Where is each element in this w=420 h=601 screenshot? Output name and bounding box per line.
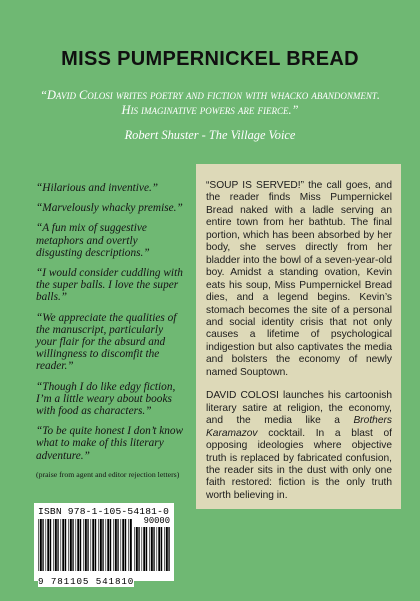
author-paragraph <box>206 390 392 502</box>
blurb-item: “Marvelously whacky premise.” <box>36 202 183 215</box>
blurb-item: “A fun mix of suggestive metaphors and overtly disgusting descriptions.” <box>36 222 150 259</box>
isbn-barcode <box>34 503 174 587</box>
book-reference: Brothers Karamazov <box>206 415 392 439</box>
blurb-source-note: (praise from agent and editor rejection letters) <box>36 469 180 479</box>
blurb-item: “I would consider cuddling with the super balls. I love the super balls.” <box>36 267 183 304</box>
barcode-main-bars-icon <box>38 519 132 571</box>
book-title: MISS PUMPERNICKEL BREAD <box>61 48 359 70</box>
review-attribution: Robert Shuster - The Village Voice <box>124 128 296 142</box>
barcode-addon-bars-icon <box>134 527 170 571</box>
isbn-number: ISBN 978-1-105-54181-0 <box>38 506 170 517</box>
blurb-list <box>36 182 184 487</box>
barcode-digits: 9 781105 541810 <box>38 576 135 587</box>
blurb-item: “Though I do like edgy fiction, I’m a little weary about books with food as characters.” <box>36 380 176 418</box>
review-quote: “David Colosi writes poetry and fiction with whacko abandonment. His imaginative powers are fierce.” <box>40 88 380 117</box>
blurb-item: “Hilarious and inventive.” <box>36 182 159 194</box>
blurb-item: “To be quite honest I don’t know what to make of this literary adventure.” <box>36 425 184 462</box>
blurb-item: “We appreciate the qualities of the manuscript, particularly your flair for the absurd and willingness to discomfit the reader.” <box>36 311 177 373</box>
barcode-bars <box>38 516 170 571</box>
barcode-addon-number: 90000 <box>143 516 170 526</box>
author-text: DAVID COLOSI launches his cartoonish literary satire at religion, the economy, and the media like a <box>206 390 392 427</box>
author-text-end: cocktail. In a blast of opposing ideologies where objective truth is replaced by fabricated confusion, the reader sits in the dust with only one faith restored: fiction is the only truth worth believing in. <box>206 427 392 501</box>
barcode-addon <box>134 516 170 571</box>
synopsis-panel <box>196 164 401 509</box>
synopsis-paragraph: “SOUP IS SERVED!” the call goes, and the reader finds Miss Pumpernickel Bread naked with a ladle serving an entire town from her bathtub. The final portion, which has been absorbed by her body, she serves directly from her bladder into the bowl of a seven-year-old boy. Amidst a standing ovation, Kevin eats his soup, Miss Pumpernickel Bread dies, and a legend begins. Kevin’s stomach becomes the site of a personal and social identity crisis that not only causes a lifetime of psychological indigestion but also captivates the media and bolsters the economy of newly named Souptown. <box>206 180 392 378</box>
